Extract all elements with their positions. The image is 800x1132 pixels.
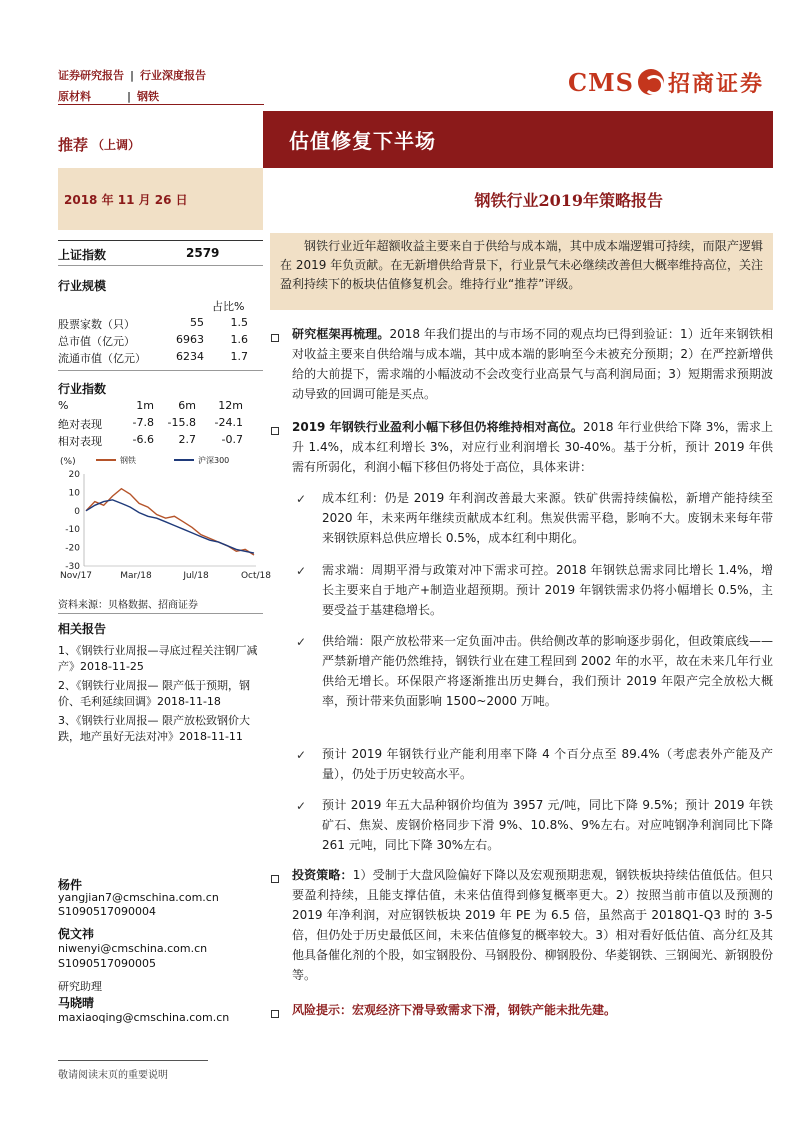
industry-index-table (58, 399, 263, 453)
analyst-email[interactable]: yangjian7@cmschina.com.cn (58, 891, 219, 904)
y-tick-label: -20 (65, 543, 80, 554)
scale-col-header: 占比% (212, 300, 245, 313)
y-tick-label: 10 (68, 488, 80, 499)
industry-index-chart (58, 452, 272, 588)
analyst-cert: S1090517090004 (58, 905, 156, 918)
analyst-cert: S1090517090005 (58, 957, 156, 970)
analyst-email[interactable]: niwenyi@cmschina.com.cn (58, 942, 208, 955)
footer-rule (58, 1060, 208, 1061)
divider (58, 370, 263, 371)
check-icon: ✓ (296, 635, 307, 649)
check-icon: ✓ (296, 748, 307, 762)
report-type-line: 证券研究报告 | 行业深度报告 (58, 69, 207, 82)
industry: 钢铁 (137, 90, 160, 103)
chart-ylabel: (%) (60, 457, 76, 467)
legend-label: 钢铁 (120, 456, 136, 465)
logo-cn: 招商证券 (668, 71, 765, 97)
logo-latin: CMS (568, 67, 634, 97)
header-rule (58, 104, 264, 105)
square-bullet-icon (271, 334, 279, 342)
steel-series-line (86, 489, 254, 555)
report-title: 估值修复下半场 (289, 129, 436, 153)
subtitle-area (263, 168, 773, 230)
subpoint-cost: 成本红利：仍是 2019 年利润改善最大来源。铁矿供需持续偏松，新增产能持续至 2020 年，未来两年继续贡献成本红利。焦炭供需平稳，影响不大。废钢未来每年带来钢铁原料总供应增长 0.5%，成本红利中期化。 (322, 491, 773, 545)
summary-box: 钢铁行业近年超额收益主要来自于供给与成本端，其中成本端逻辑可持续，而限产逻辑在 2019 年负贡献。在无新增供给背景下，行业景气未必继续改善但大概率维持高位，关注盈利持续下的板块估值修复机会。维持行业“推荐”评级。 (270, 233, 773, 310)
date-band (58, 168, 263, 230)
table-row: 相对表现 -6.6 2.7 -0.7 (58, 433, 243, 448)
index-value: 2579 (186, 246, 220, 260)
report-subtitle: 钢铁行业2019年策略报告 (474, 190, 663, 210)
divider (58, 265, 263, 266)
related-report-link[interactable]: 2、《钢铁行业周报— 限产低于预期，钢价、毛利延续回调》2018-11-18 (58, 679, 250, 708)
report-type: 证券研究报告 (58, 69, 124, 82)
check-icon: ✓ (296, 492, 307, 506)
related-heading: 相关报告 (58, 622, 107, 636)
industry-index-heading: 行业指数 (58, 382, 107, 396)
x-tick-label: Nov/17 (59, 571, 93, 581)
table-row: 总市值（亿元） 6963 1.6 (58, 333, 248, 348)
sector: 原材料 (58, 90, 91, 103)
x-tick-label: Jul/18 (183, 571, 209, 581)
industry-scale-table (58, 298, 263, 368)
report-date: 2018 年 11 月 26 日 (64, 192, 188, 207)
analyst-name: 杨件 (58, 878, 83, 892)
legend-label: 沪深300 (198, 456, 230, 465)
rating-label: 推荐 (58, 135, 89, 154)
table-row: 流通市值（亿元） 6234 1.7 (58, 350, 248, 365)
related-report-link[interactable]: 3、《钢铁行业周报— 限产放松致钢价大跌，地产虽好无法对冲》2018-11-11 (58, 714, 250, 743)
index-label: 上证指数 (58, 248, 107, 262)
sector-line: 原材料 | 钢铁 (58, 90, 160, 103)
x-tick-label: Mar/18 (120, 571, 152, 581)
related-list (58, 643, 263, 745)
related-report-link[interactable]: 1、《钢铁行业周报—寻底过程关注钢厂减产》2018-11-25 (58, 644, 258, 673)
chart-source: 资料来源：贝格数据、招商证券 (58, 600, 198, 611)
sidebar-top-rule (58, 240, 263, 241)
point-framework: 研究框架再梳理。2018 年我们提出的与市场不同的观点均已得到验证：1）近年来钢铁相对收益主要来自供给端与成本端，其中成本端的影响至今未被充分预期；2）在严控新增供给的大前提下，需求端的小幅波动不会改变行业高景气与高利润局面；3）短期需求预期波动导致的回调可能是买点。 (292, 327, 773, 401)
footer-note: 敬请阅读末页的重要说明 (58, 1070, 168, 1081)
y-tick-label: -10 (65, 525, 80, 536)
subpoint-demand: 需求端：周期平滑与政策对冲下需求可控。2018 年钢铁总需求同比增长 1.4%，增长主要来自于地产+制造业超预期。预计 2019 年钢铁需求仍将小幅增长 0.5%，主要受益于基建稳增长。 (322, 563, 773, 617)
rating-box (58, 120, 263, 168)
assistant-name: 马晓晴 (58, 996, 95, 1010)
point-strategy: 投资策略：1）受制于大盘风险偏好下降以及宏观预期悲观，钢铁板块持续估值低估。但只要盈利持续，且能支撑估值，未来估值得到修复概率更大。2）按照当前市值以及预测的 2019 年净利润，对应钢铁板块 2019 年 PE 为 6.5 倍，虽然高于 2018Q1-Q3 时的 3-5 倍，但仍处于历史最低区间，未来估值修复的概率较大。3）相对看好低估值、高分红及其他具备催化剂的个股，如宝钢股份、马钢股份、柳钢股份、华菱钢铁、三钢闽光、新钢股份等。 (292, 868, 773, 982)
square-bullet-icon (271, 875, 279, 883)
check-icon: ✓ (296, 564, 307, 578)
x-tick-label: Oct/18 (240, 571, 272, 581)
point-profit: 2019 年钢铁行业盈利小幅下移但仍将维持相对高位。2018 年行业供给下降 3%，需求上升 1.4%，成本红利增长 3%，对应行业利润增长 30-40%。基于分析，预计 2019 年供需有所弱化，利润小幅下移但仍将处于高位，具体来讲： (292, 420, 773, 474)
subpoint-capacity: 预计 2019 年钢铁行业产能利用率下降 4 个百分点至 89.4%（考虑表外产能及产量），仍处于历史较高水平。 (322, 747, 773, 781)
assistant-email[interactable]: maxiaoqing@cmschina.com.cn (58, 1011, 230, 1024)
square-bullet-icon (271, 1010, 279, 1018)
csi300-series-line (86, 500, 254, 553)
point-risk: 风险提示：宏观经济下滑导致需求下滑，钢铁产能未批先建。 (292, 1003, 617, 1017)
assistant-role: 研究助理 (58, 980, 102, 993)
divider (58, 613, 263, 614)
rating-change: （上调） (92, 137, 141, 152)
y-tick-label: -30 (65, 562, 80, 572)
industry-scale-heading: 行业规模 (58, 279, 107, 293)
subpoint-supply: 供给端：限产放松带来一定负面冲击。供给侧改革的影响逐步弱化，但政策底线——严禁新增产能仍然维持，钢铁行业在建工程回到 2002 年的水平，故在未来几年行业供给无增长。环保限产将逐渐推出历史舞台，我们预计 2019 年限产完全放松大概率，预计带来负面影响 1500~2000 万吨。 (322, 634, 773, 708)
subpoint-price: 预计 2019 年五大品种钢价均值为 3957 元/吨，同比下降 9.5%；预计 2019 年铁矿石、焦炭、废钢价格同步下滑 9%、10.8%、9%左右。对应吨钢净利润同比下降 261 元吨，同比下降 30%左右。 (322, 798, 773, 852)
title-band (263, 111, 773, 168)
report-category: 行业深度报告 (140, 69, 207, 82)
analyst-name: 倪文祎 (58, 927, 95, 941)
logo-emblem-icon (638, 69, 664, 95)
table-row: 股票家数（只） 55 1.5 (58, 316, 248, 331)
square-bullet-icon (271, 427, 279, 435)
check-icon: ✓ (296, 799, 307, 813)
table-header-row: % 1m 6m 12m (58, 399, 243, 412)
table-row: 绝对表现 -7.8 -15.8 -24.1 (58, 416, 243, 431)
y-tick-label: 0 (74, 506, 80, 517)
cms-logo (568, 64, 764, 100)
y-tick-label: 20 (68, 470, 80, 480)
